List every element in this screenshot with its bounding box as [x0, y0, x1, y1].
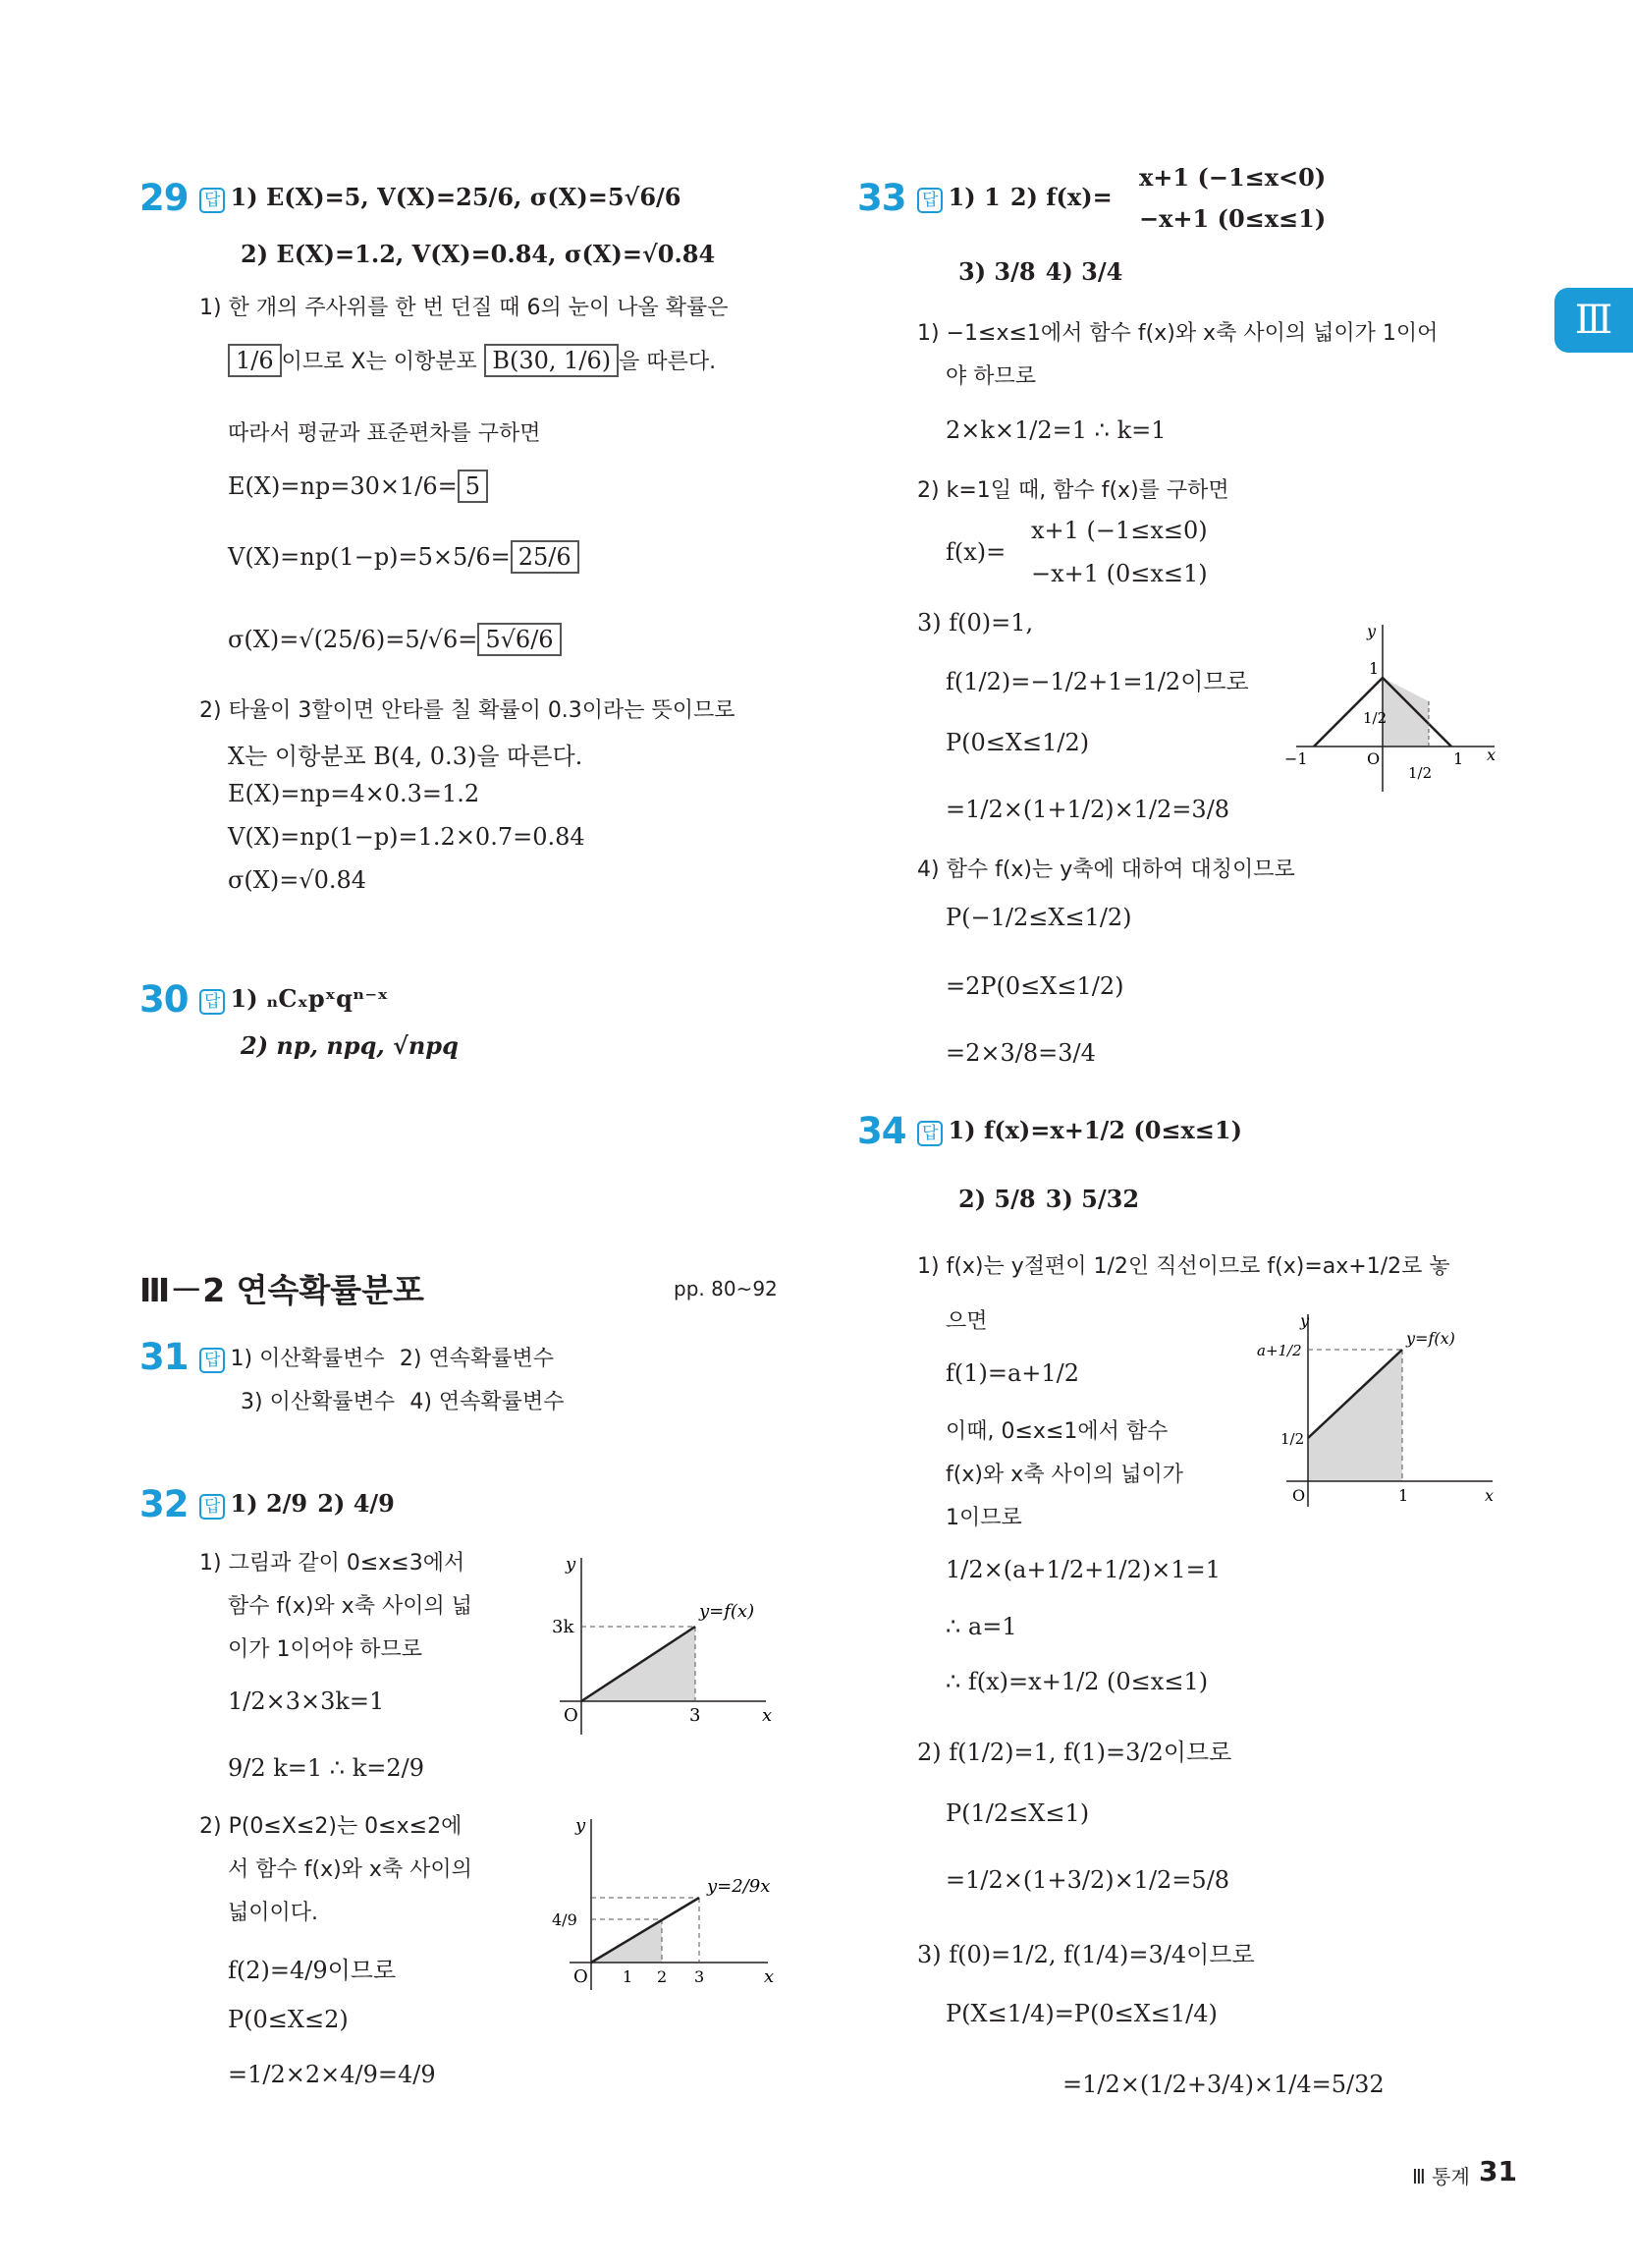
stddev-eq: σ(X)=√(25/6)=5/√6= 5√6/6	[228, 623, 562, 656]
curve-label: y=f(x)	[1406, 1329, 1455, 1348]
q32-solution-1-line-3: 이가 1이어야 하므로	[228, 1637, 422, 1662]
tick-1: 1	[1398, 1486, 1409, 1505]
x-label: x	[1485, 1486, 1495, 1505]
q34-solution-2-line-2: P(1/2≤X≤1)	[946, 1799, 1090, 1827]
origin-label: O	[564, 1705, 578, 1726]
answer-badge: 답	[199, 989, 225, 1015]
q34-solution-1-line-2: 으면	[946, 1309, 988, 1334]
shaded-area	[1383, 678, 1429, 747]
q32-solution-2-line-1: 2) P(0≤X≤2)는 0≤x≤2에	[199, 1814, 463, 1839]
q34-solution-1-line-6: 1이므로	[946, 1506, 1022, 1530]
question-number-32: 32	[139, 1483, 189, 1525]
question-number-29: 29	[139, 177, 189, 219]
solution-1-line-2: 1/6 이므로 X는 이항분포 B(30, 1/6) 을 따른다.	[228, 344, 716, 377]
origin-label: O	[1292, 1486, 1306, 1505]
answer-case-2: −x+1 (0≤x≤1)	[1139, 204, 1327, 233]
question-number-33: 33	[857, 177, 906, 219]
answer-line-1: 답 1) 2/9 2) 4/9	[199, 1489, 395, 1520]
answer-line-1: 답 1) ₙCₓpˣqⁿ⁻ˣ	[199, 984, 388, 1015]
section-title: Ⅲ－2 연속확률분포	[139, 1271, 424, 1309]
solution-2-line-2: X는 이항분포 B(4, 0.3)을 따른다.	[228, 743, 583, 770]
answer-badge: 답	[199, 1348, 225, 1373]
answer-badge: 답	[917, 1121, 943, 1146]
tick-top: a+1/2	[1257, 1342, 1302, 1359]
y-label: y	[1367, 622, 1377, 640]
q32-graph-1	[530, 1548, 776, 1744]
x-label: x	[1487, 746, 1497, 764]
variance-eq: V(X)=np(1−p)=5×5/6= 25/6	[228, 540, 579, 574]
tick-1: 1	[623, 1967, 633, 1986]
q34-solution-3-line-1: 3) f(0)=1/2, f(1/4)=3/4이므로	[917, 1941, 1255, 1968]
answer-line-2: 3) 이산확률변수 4) 연속확률변수	[241, 1390, 565, 1414]
q33-solution-1-line-1: 1) −1≤x≤1에서 함수 f(x)와 x축 사이의 넓이가 1이어	[917, 321, 1439, 346]
q33-solution-4-line-2: P(−1/2≤X≤1/2)	[946, 904, 1132, 931]
answer-line-2: 2) E(X)=1.2, V(X)=0.84, σ(X)=√0.84	[241, 240, 716, 268]
q33-solution-3-line-1: 3) f(0)=1,	[917, 609, 1034, 636]
answer-line-1: 답 1) 1 2) f(x)=	[917, 183, 1113, 213]
q34-solution-1-line-9: ∴ f(x)=x+1/2 (0≤x≤1)	[946, 1668, 1209, 1695]
tick-3: 3	[694, 1967, 705, 1986]
solution-2-head: 2) 타율이 3할이면 안타를 칠 확률이 0.3이라는 뜻이므로	[199, 698, 735, 723]
y-label: y	[1300, 1311, 1310, 1330]
expectation-eq: E(X)=np=30×1/6= 5	[228, 470, 488, 503]
tick-3k: 3k	[552, 1617, 574, 1637]
q34-solution-1-line-3: f(1)=a+1/2	[946, 1359, 1080, 1387]
q33-solution-2-case-2: −x+1 (0≤x≤1)	[1031, 560, 1208, 587]
q33-solution-2-f: f(x)=	[946, 538, 1007, 566]
q33-solution-2-line-1: 2) k=1일 때, 함수 f(x)를 구하면	[917, 478, 1229, 503]
shaded-area	[1308, 1350, 1402, 1481]
question-number-31: 31	[139, 1336, 189, 1378]
q32-solution-2-eq-3: =1/2×2×4/9=4/9	[228, 2061, 436, 2088]
q33-solution-1-line-2: 야 하므로	[946, 364, 1037, 389]
tick-4-9: 4/9	[552, 1910, 577, 1929]
q33-solution-1-line-3: 2×k×1/2=1 ∴ k=1	[946, 416, 1167, 444]
q34-solution-1-line-8: ∴ a=1	[946, 1613, 1017, 1640]
q32-solution-2-eq-1: f(2)=4/9이므로	[228, 1957, 397, 1984]
solution-1-head: 1) 한 개의 주사위를 한 번 던질 때 6의 눈이 나올 확률은	[199, 296, 729, 320]
q33-solution-3-line-3: P(0≤X≤1/2)	[946, 729, 1090, 756]
solution-2-variance: V(X)=np(1−p)=1.2×0.7=0.84	[228, 823, 585, 851]
question-number-34: 34	[857, 1110, 906, 1152]
q33-solution-3-line-2: f(1/2)=−1/2+1=1/2이므로	[946, 668, 1249, 695]
q34-solution-1-line-5: f(x)와 x축 사이의 넓이가	[946, 1463, 1183, 1487]
solution-2-stddev: σ(X)=√0.84	[228, 866, 367, 894]
q32-solution-2-line-3: 넓이이다.	[228, 1901, 319, 1925]
q32-solution-1-eq-2: 9/2 k=1 ∴ k=2/9	[228, 1754, 424, 1782]
q33-solution-4-line-4: =2×3/8=3/4	[946, 1039, 1096, 1067]
origin-label: O	[573, 1966, 588, 1987]
tick-x-half: 1/2	[1408, 764, 1433, 782]
chapter-side-tab: Ⅲ	[1554, 288, 1633, 353]
x-label: x	[764, 1966, 775, 1987]
answer-line-2: 2) np, npq, √npq	[241, 1031, 459, 1060]
answer-line-1: 답 1) f(x)=x+1/2 (0≤x≤1)	[917, 1116, 1242, 1146]
page-number: 31	[1479, 2155, 1517, 2187]
q32-solution-1-line-1: 1) 그림과 같이 0≤x≤3에서	[199, 1551, 465, 1576]
q33-graph	[1277, 619, 1502, 796]
answer-line-1: 답 1) E(X)=5, V(X)=25/6, σ(X)=5√6/6	[199, 183, 681, 213]
tick-x-minus1: −1	[1284, 749, 1308, 768]
tick-y-1: 1	[1369, 659, 1380, 678]
answer-line-1: 답 1) 이산확률변수 2) 연속확률변수	[199, 1342, 554, 1373]
q34-solution-1-line-4: 이때, 0≤x≤1에서 함수	[946, 1419, 1169, 1444]
q33-solution-3-line-4: =1/2×(1+1/2)×1/2=3/8	[946, 796, 1230, 823]
q34-solution-1-line-7: 1/2×(a+1/2+1/2)×1=1	[946, 1556, 1221, 1583]
y-label: y	[575, 1815, 586, 1836]
q32-solution-1-line-2: 함수 f(x)와 x축 사이의 넓	[228, 1594, 472, 1619]
answer-badge: 답	[199, 188, 225, 213]
q34-graph	[1257, 1304, 1502, 1511]
q34-solution-2-line-3: =1/2×(1+3/2)×1/2=5/8	[946, 1866, 1230, 1894]
solution-2-expectation: E(X)=np=4×0.3=1.2	[228, 780, 480, 807]
q34-solution-2-line-1: 2) f(1/2)=1, f(1)=3/2이므로	[917, 1739, 1232, 1766]
q34-solution-3-line-3: =1/2×(1/2+3/4)×1/4=5/32	[1062, 2071, 1385, 2098]
tick-2: 2	[657, 1967, 668, 1986]
tick-half: 1/2	[1280, 1430, 1305, 1448]
tick-x-1: 1	[1453, 749, 1464, 768]
x-label: x	[762, 1705, 773, 1726]
tick-3: 3	[689, 1705, 701, 1726]
footer-chapter: Ⅲ 통계	[1412, 2165, 1470, 2188]
answer-badge: 답	[199, 1494, 225, 1520]
q32-solution-2-line-2: 서 함수 f(x)와 x축 사이의	[228, 1857, 472, 1882]
q32-solution-1-eq-1: 1/2×3×3k=1	[228, 1687, 385, 1715]
curve-label: y=f(x)	[699, 1601, 755, 1622]
answer-line-2: 3) 3/8 4) 3/4	[958, 257, 1123, 286]
answer-line-2: 2) 5/8 3) 5/32	[958, 1185, 1140, 1213]
tick-y-half: 1/2	[1363, 709, 1388, 727]
section-pages: pp. 80~92	[674, 1277, 778, 1300]
q34-solution-3-line-2: P(X≤1/4)=P(0≤X≤1/4)	[946, 2000, 1218, 2027]
solution-1-line-3: 따라서 평균과 표준편차를 구하면	[228, 421, 541, 446]
q32-solution-2-eq-2: P(0≤X≤2)	[228, 2006, 349, 2033]
answer-badge: 답	[917, 188, 943, 213]
y-label: y	[566, 1554, 576, 1575]
origin-label: O	[1367, 749, 1381, 768]
curve-label: y=2/9x	[707, 1876, 771, 1897]
q33-solution-2-case-1: x+1 (−1≤x≤0)	[1031, 517, 1208, 544]
q32-graph-2	[546, 1809, 778, 1996]
question-number-30: 30	[139, 978, 189, 1021]
q33-solution-4-line-3: =2P(0≤X≤1/2)	[946, 972, 1124, 1000]
q34-solution-1-line-1: 1) f(x)는 y절편이 1/2인 직선이므로 f(x)=ax+1/2로 놓	[917, 1254, 1450, 1279]
answer-case-1: x+1 (−1≤x<0)	[1139, 163, 1327, 192]
q33-solution-4-line-1: 4) 함수 f(x)는 y축에 대하여 대칭이므로	[917, 857, 1295, 882]
